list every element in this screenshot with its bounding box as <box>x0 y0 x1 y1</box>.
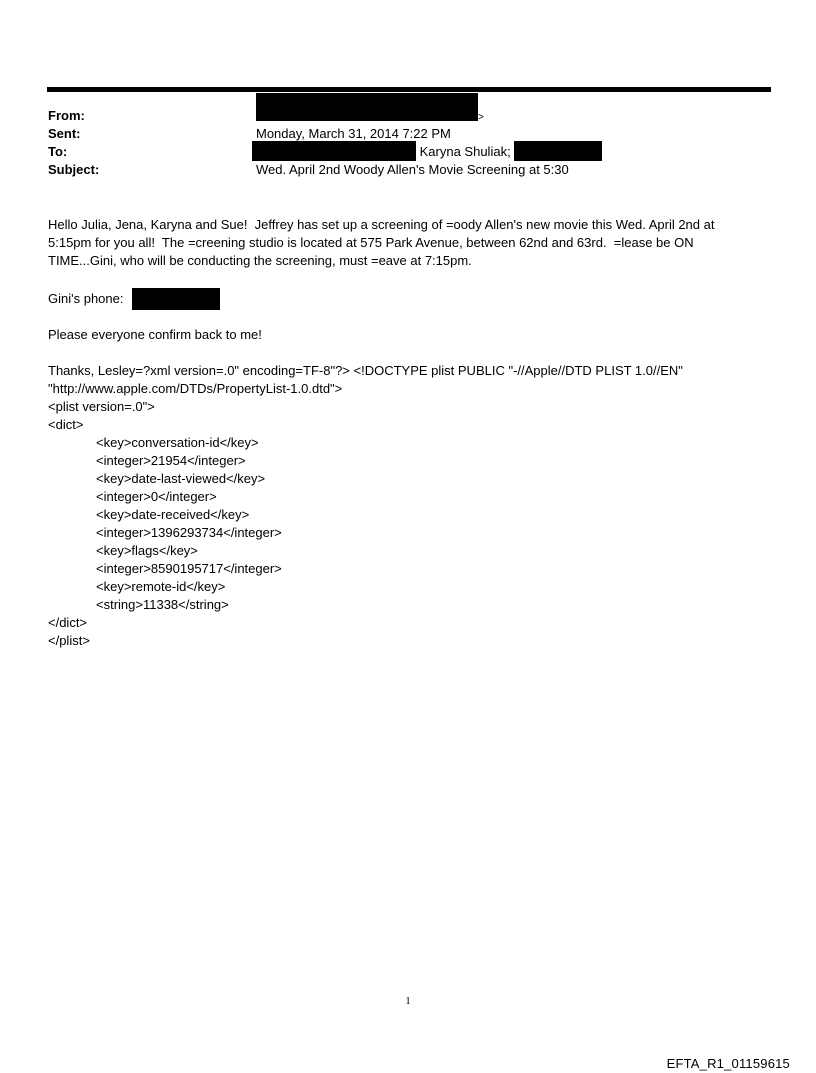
to-row <box>48 143 768 161</box>
email-header <box>48 107 768 179</box>
plist-line: <integer>1396293734</integer> <box>96 525 282 540</box>
plist-line: "http://www.apple.com/DTDs/PropertyList-1.0.dtd"> <box>48 381 343 396</box>
redaction-box <box>514 141 602 161</box>
plist-block <box>48 362 760 650</box>
body-line: TIME...Gini, who will be conducting the screening, must =eave at 7:15pm. <box>48 253 472 268</box>
subject-value: Wed. April 2nd Woody Allen's Movie Screening at 5:30 <box>256 162 569 177</box>
plist-line: <key>date-received</key> <box>96 507 250 522</box>
document-id: EFTA_R1_01159615 <box>666 1056 790 1071</box>
redaction-box <box>256 93 478 121</box>
from-value <box>256 93 484 121</box>
plist-line: </plist> <box>48 633 90 648</box>
body-line: 5:15pm for you all! The =creening studio is located at 575 Park Avenue, between 62nd and 63rd. =lease be ON <box>48 235 694 250</box>
plist-line: <key>remote-id</key> <box>96 579 226 594</box>
plist-line: <plist version=.0"> <box>48 399 155 414</box>
sent-label: Sent: <box>48 126 81 141</box>
message-paragraph <box>48 216 760 270</box>
plist-line: <dict> <box>48 417 84 432</box>
phone-row <box>48 288 760 308</box>
from-trailing: > <box>478 112 484 123</box>
header-rule <box>47 87 771 92</box>
to-recipient-name: Karyna Shuliak; <box>419 144 511 159</box>
page-number: 1 <box>405 995 411 1007</box>
subject-row <box>48 161 768 179</box>
body-line: Hello Julia, Jena, Karyna and Sue! Jeffrey has set up a screening of =oody Allen's new movie this Wed. April 2nd at <box>48 217 715 232</box>
plist-line: <integer>8590195717</integer> <box>96 561 282 576</box>
redaction-box <box>132 288 220 310</box>
plist-line: <key>conversation-id</key> <box>96 435 259 450</box>
plist-line: </dict> <box>48 615 88 630</box>
plist-line: <integer>0</integer> <box>96 489 217 504</box>
plist-line: Thanks, Lesley=?xml version=.0" encoding=TF-8"?> <!DOCTYPE plist PUBLIC "-//Apple//DTD PLIST 1.0//EN" <box>48 363 683 378</box>
confirm-line: Please everyone confirm back to me! <box>48 327 262 342</box>
from-label: From: <box>48 108 85 123</box>
sent-value: Monday, March 31, 2014 7:22 PM <box>256 126 451 141</box>
plist-line: <key>flags</key> <box>96 543 198 558</box>
email-body <box>48 216 760 650</box>
plist-line: <key>date-last-viewed</key> <box>96 471 266 486</box>
subject-label: Subject: <box>48 162 100 177</box>
from-row <box>48 107 768 125</box>
plist-line: <integer>21954</integer> <box>96 453 246 468</box>
to-value <box>252 141 602 161</box>
phone-label: Gini's phone: <box>48 291 124 306</box>
to-label: To: <box>48 144 68 159</box>
plist-line: <string>11338</string> <box>96 597 229 612</box>
redaction-box <box>252 141 416 161</box>
